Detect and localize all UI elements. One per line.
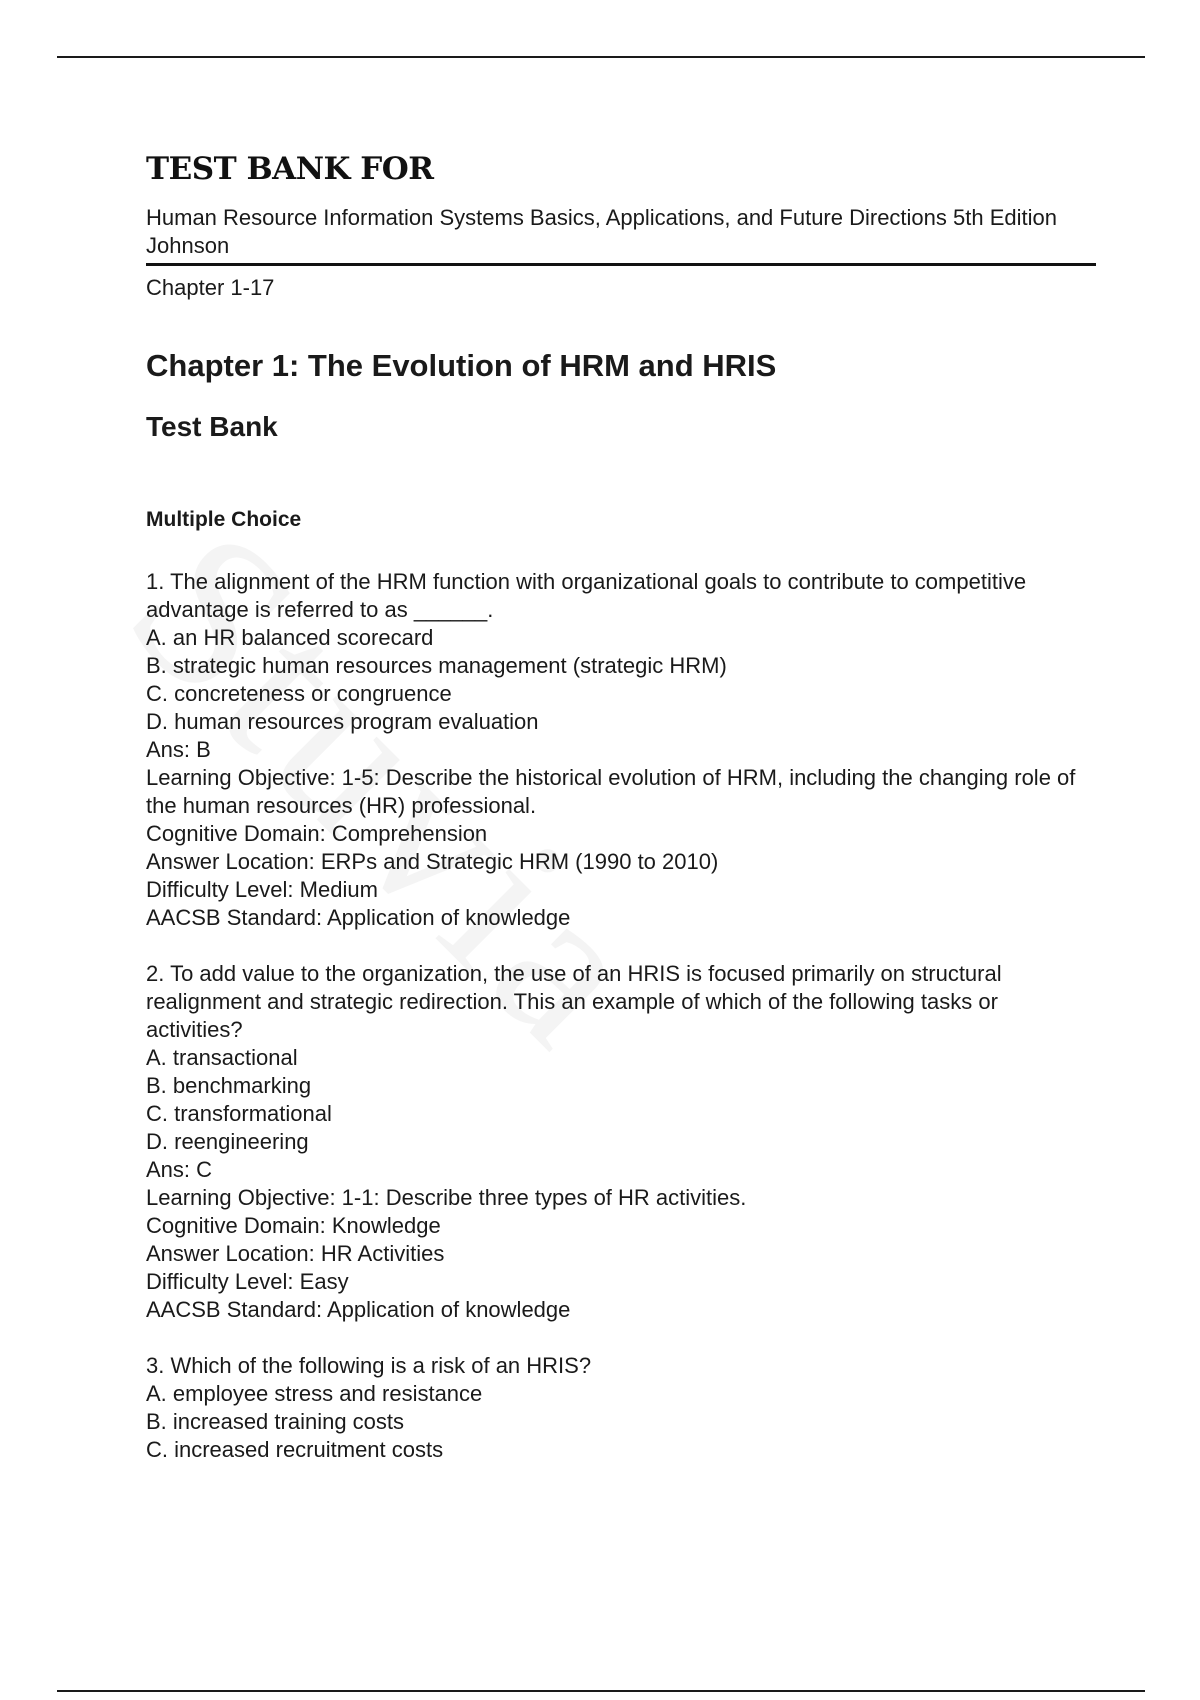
question-2	[146, 960, 1096, 1324]
answer-key: Ans: B	[146, 737, 211, 762]
top-rule	[57, 56, 1145, 58]
book-subtitle: Human Resource Information Systems Basics, Applications, and Future Directions 5th Edition Johnson	[146, 204, 1096, 266]
aacsb-standard: AACSB Standard: Application of knowledge	[146, 905, 571, 930]
difficulty-level: Difficulty Level: Medium	[146, 877, 378, 902]
answer-option: A. transactional	[146, 1045, 298, 1070]
question-1	[146, 568, 1096, 932]
answer-key: Ans: C	[146, 1157, 213, 1182]
test-bank-heading: Test Bank	[146, 411, 278, 442]
learning-objective: Learning Objective: 1-1: Describe three types of HR activities.	[146, 1185, 747, 1210]
chapter-heading: Chapter 1: The Evolution of HRM and HRIS	[146, 348, 777, 383]
aacsb-standard: AACSB Standard: Application of knowledge	[146, 1297, 571, 1322]
answer-option: C. concreteness or congruence	[146, 681, 452, 706]
answer-option: D. reengineering	[146, 1129, 309, 1154]
answer-option: D. human resources program evaluation	[146, 709, 539, 734]
learning-objective: Learning Objective: 1-5: Describe the historical evolution of HRM, including the changing role of the human resources (HR) professional.	[146, 765, 1076, 818]
cognitive-domain: Cognitive Domain: Comprehension	[146, 821, 488, 846]
answer-option: B. increased training costs	[146, 1409, 405, 1434]
section-heading: Multiple Choice	[146, 508, 302, 531]
difficulty-level: Difficulty Level: Easy	[146, 1269, 349, 1294]
bottom-rule	[57, 1690, 1145, 1692]
document-body	[146, 150, 1096, 1492]
chapter-range: Chapter 1-17	[146, 275, 275, 300]
answer-option: B. strategic human resources management (strategic HRM)	[146, 653, 727, 678]
answer-option: C. increased recruitment costs	[146, 1437, 444, 1462]
answer-option: B. benchmarking	[146, 1073, 312, 1098]
answer-location: Answer Location: ERPs and Strategic HRM (1990 to 2010)	[146, 849, 719, 874]
document-title: TEST BANK FOR	[146, 151, 434, 187]
question-3	[146, 1352, 1096, 1464]
question-stem: 1. The alignment of the HRM function with organizational goals to contribute to competitive advantage is referred to as ______.	[146, 569, 1027, 622]
answer-option: A. employee stress and resistance	[146, 1381, 483, 1406]
question-stem: 3. Which of the following is a risk of an HRIS?	[146, 1353, 592, 1378]
answer-option: A. an HR balanced scorecard	[146, 625, 434, 650]
answer-location: Answer Location: HR Activities	[146, 1241, 445, 1266]
answer-option: C. transformational	[146, 1101, 332, 1126]
cognitive-domain: Cognitive Domain: Knowledge	[146, 1213, 441, 1238]
question-stem: 2. To add value to the organization, the use of an HRIS is focused primarily on structural realignment and strategic redirection. This an example of which of the following tasks or activities?	[146, 961, 1002, 1042]
question-list	[146, 568, 1096, 1464]
